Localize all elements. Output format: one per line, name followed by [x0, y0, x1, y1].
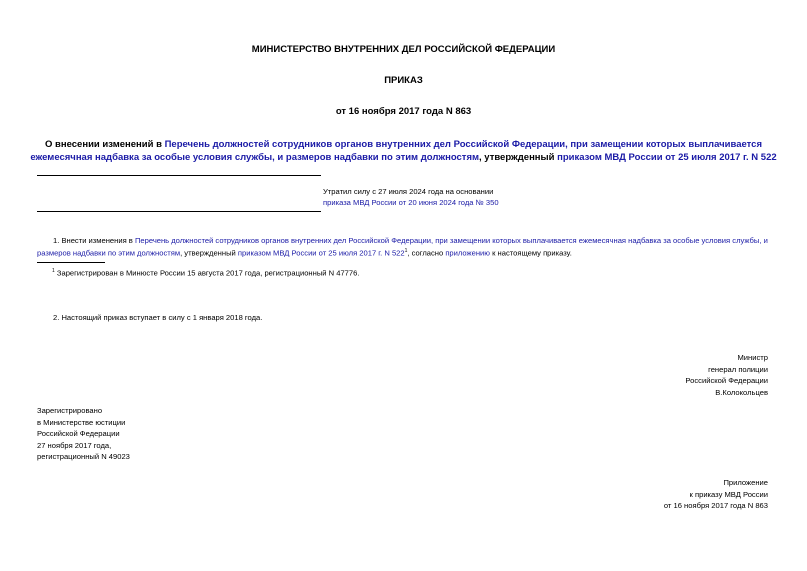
title-link-list[interactable]: Перечень должностей сотрудников органов внутренних дел Российской Федерации, при замещении которых выплачивается ежемесячная надбавка за особые условия службы, и размеров надбавки по этим должностям — [30, 139, 762, 163]
title-link-order[interactable]: приказом МВД России от 25 июля 2017 г. N 522 — [557, 152, 777, 163]
registration-line2: в Министерстве юстиции — [37, 417, 126, 427]
item1-link-order[interactable]: приказом МВД России от 25 июля 2017 г. N 522 — [237, 248, 405, 258]
status-note-line1: Утратил силу с 27 июля 2024 года на основании — [323, 187, 494, 196]
signature-line2: генерал полиции — [708, 364, 768, 374]
item1-prefix: 1. Внести изменения в — [53, 236, 135, 245]
signature-line3: Российской Федерации — [685, 376, 768, 385]
footnote-divider — [37, 262, 105, 263]
item1-link-list[interactable]: Перечень должностей сотрудников органов внутренних дел Российской Федерации, при замещении которых выплачивается ежемесячная надбавка за особые условия службы, и размеров надбавки по этим должностям — [37, 236, 768, 258]
divider-bottom — [37, 211, 321, 212]
appendix-line2: к приказу МВД России — [689, 489, 768, 499]
registration-line4: 27 ноября 2017 года, — [37, 440, 112, 450]
item1-suffix: к настоящему приказу. — [489, 248, 572, 258]
document-date-number: от 16 ноября 2017 года N 863 — [335, 106, 472, 117]
item-2: 2. Настоящий приказ вступает в силу с 1 января 2018 года. — [53, 313, 263, 322]
registration-line3: Российской Федерации — [37, 429, 120, 438]
footnote-ref[interactable]: 1 — [404, 248, 408, 254]
registration-line1: Зарегистрировано — [37, 406, 103, 415]
signature-block — [568, 352, 768, 398]
divider-top — [37, 175, 321, 176]
status-note — [323, 186, 623, 208]
document-title — [30, 138, 777, 164]
appendix-block — [568, 477, 768, 512]
appendix-line3: от 16 ноября 2017 года N 863 — [663, 501, 768, 510]
footnote — [52, 266, 652, 279]
signature-line4: В.Колокольцев — [715, 387, 768, 397]
status-note-link[interactable]: приказа МВД России от 20 июня 2024 года № 350 — [323, 198, 499, 207]
title-mid: , утвержденный — [479, 152, 558, 163]
title-prefix: О внесении изменений в — [45, 139, 165, 150]
item1-link-appendix[interactable]: приложению — [445, 248, 490, 258]
ministry-name: МИНИСТЕРСТВО ВНУТРЕННИХ ДЕЛ РОССИЙСКОЙ ФЕДЕРАЦИИ — [251, 44, 556, 55]
item-1 — [37, 235, 772, 259]
item1-mid2: , согласно — [407, 248, 446, 258]
signature-line1: Министр — [737, 353, 768, 362]
registration-block — [37, 405, 287, 463]
item1-mid: , утвержденный — [180, 248, 238, 258]
document-type: ПРИКАЗ — [384, 75, 423, 86]
footnote-text: Зарегистрирован в Минюсте России 15 августа 2017 года, регистрационный N 47776. — [54, 268, 360, 278]
registration-line5: регистрационный N 49023 — [37, 452, 130, 461]
footnote-marker: 1 — [52, 268, 55, 274]
appendix-line1: Приложение — [723, 478, 768, 487]
